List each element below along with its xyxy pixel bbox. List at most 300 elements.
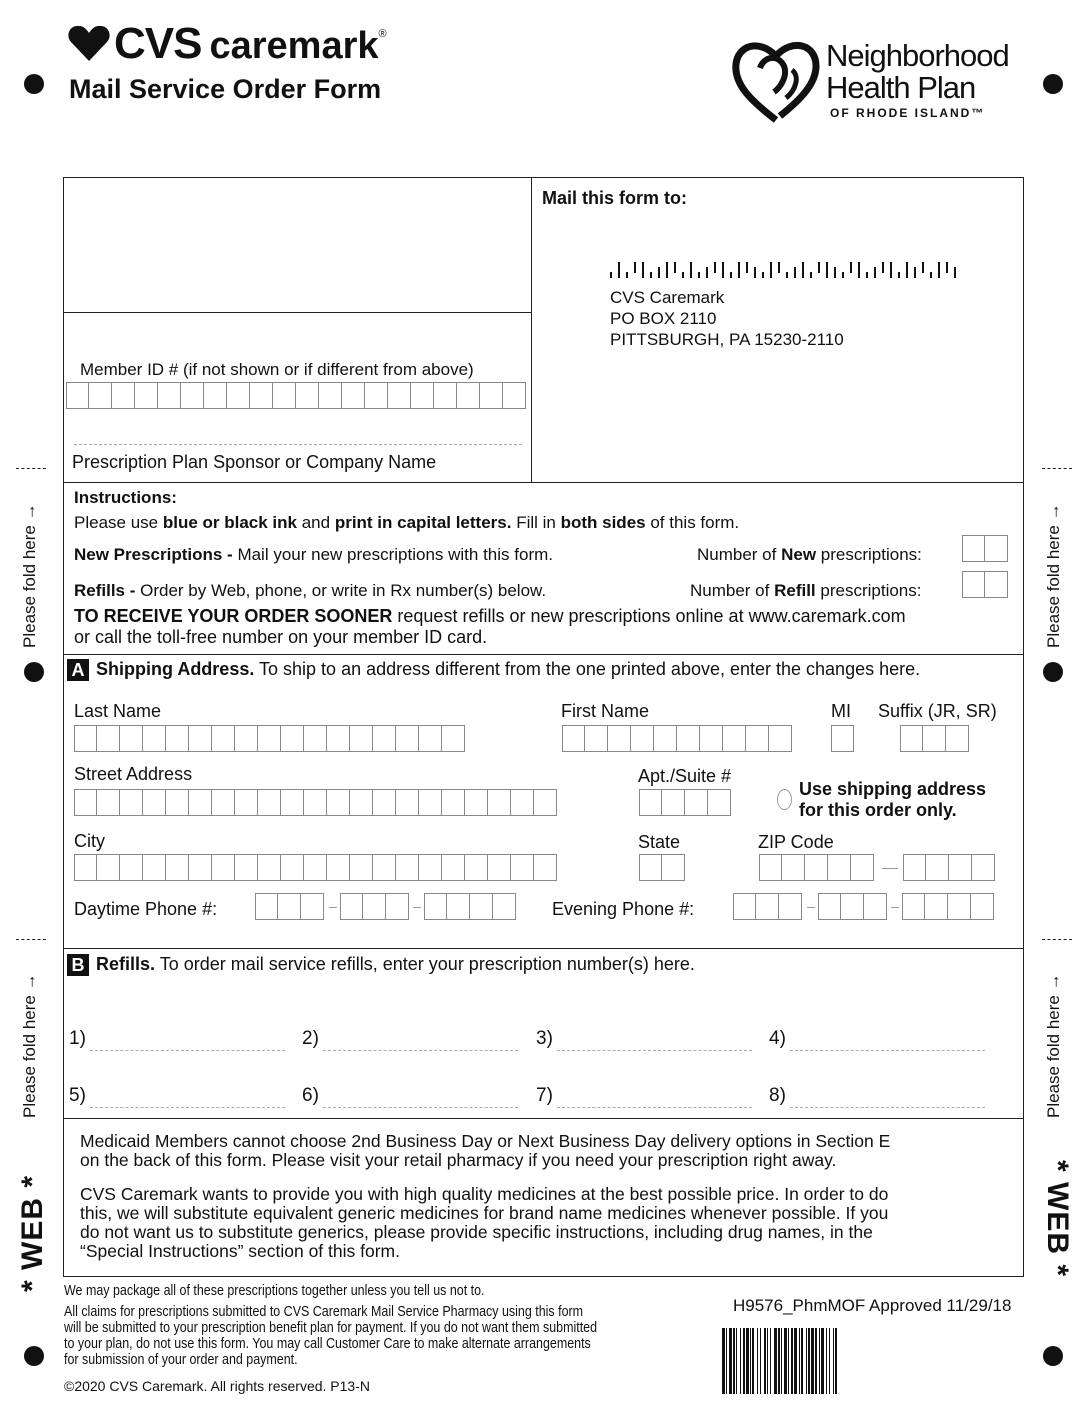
text: To ship to an address different from the one printed above, enter the changes here. [254, 659, 921, 679]
char-cell[interactable] [434, 382, 457, 409]
char-cell[interactable] [166, 725, 189, 752]
char-cell[interactable] [442, 789, 465, 816]
char-cell[interactable] [511, 854, 534, 881]
new-count-input[interactable] [962, 535, 1008, 562]
char-cell[interactable] [120, 725, 143, 752]
text: prescriptions: [816, 545, 922, 564]
char-cell[interactable] [639, 789, 662, 816]
barcode-bar [890, 262, 892, 278]
zip-label: ZIP Code [758, 832, 834, 852]
char-cell[interactable] [925, 893, 948, 920]
char-cell[interactable] [350, 725, 373, 752]
barcode-bar [738, 262, 740, 278]
char-cell[interactable] [639, 854, 662, 881]
char-cell[interactable] [457, 382, 480, 409]
divider [63, 1118, 1024, 1119]
text: TO RECEIVE YOUR ORDER SOONER [74, 606, 393, 626]
barcode-bar [722, 262, 724, 278]
char-cell[interactable] [363, 893, 386, 920]
city-input[interactable] [74, 854, 557, 881]
instructions-line1 [74, 513, 739, 533]
refill-slot-label: 6) [302, 1085, 319, 1106]
char-cell[interactable] [488, 854, 511, 881]
barcode-bar [850, 262, 852, 273]
day-phone-line[interactable] [424, 893, 516, 920]
text: New Prescriptions - [74, 545, 233, 564]
day-phone-prefix[interactable] [340, 893, 409, 920]
char-cell[interactable] [301, 893, 324, 920]
refill-slot-label: 1) [69, 1028, 86, 1049]
refill-count-input[interactable] [962, 571, 1008, 598]
eve-phone-area[interactable] [733, 893, 802, 920]
char-cell[interactable] [74, 725, 97, 752]
char-cell[interactable] [480, 382, 503, 409]
street-input[interactable] [74, 789, 557, 816]
plan-name-2: Health Plan [826, 70, 976, 105]
refill-slot-input[interactable] [790, 1050, 985, 1051]
char-cell[interactable] [985, 571, 1008, 598]
char-cell[interactable] [488, 789, 511, 816]
refill-slot-label: 7) [536, 1085, 553, 1106]
char-cell[interactable] [746, 725, 769, 752]
char-cell[interactable] [419, 725, 442, 752]
registration-mark [1043, 74, 1063, 94]
generic-notice-1: CVS Caremark wants to provide you with high quality medicines at the best possible price. In order to do [80, 1184, 889, 1204]
text: Please fold here [1044, 525, 1063, 648]
char-cell[interactable] [465, 854, 488, 881]
char-cell[interactable] [971, 893, 994, 920]
char-cell[interactable] [340, 893, 363, 920]
char-cell[interactable] [926, 854, 949, 881]
eve-phone-prefix[interactable] [818, 893, 887, 920]
refill-count-label [690, 581, 921, 601]
barcode-bar [882, 262, 884, 273]
char-cell[interactable] [365, 382, 388, 409]
barcode-bar [914, 267, 916, 278]
text: Refill [774, 581, 816, 600]
section-b-marker: B [67, 954, 89, 976]
char-cell[interactable] [396, 725, 419, 752]
char-cell[interactable] [143, 725, 166, 752]
refill-slot-label: 5) [69, 1085, 86, 1106]
text: both sides [560, 513, 646, 532]
text: of this form. [645, 513, 740, 532]
barcode-bar [874, 267, 876, 278]
zip-plus4-input[interactable] [903, 854, 995, 881]
char-cell[interactable] [189, 725, 212, 752]
char-cell[interactable] [962, 535, 985, 562]
suffix-label: Suffix (JR, SR) [878, 701, 997, 721]
char-cell[interactable] [396, 789, 419, 816]
barcode-bar [746, 262, 748, 273]
mi-input[interactable] [831, 725, 854, 752]
day-phone-label: Daytime Phone #: [74, 899, 218, 919]
char-cell[interactable] [818, 893, 841, 920]
phone-dash [807, 907, 815, 908]
text: Fill in [511, 513, 561, 532]
char-cell[interactable] [273, 382, 296, 409]
refill-slot-input[interactable] [790, 1107, 985, 1108]
eve-phone-label: Evening Phone #: [552, 899, 695, 919]
new-prescriptions-text [74, 545, 553, 565]
fold-line [16, 939, 46, 940]
barcode-bar [922, 262, 924, 273]
char-cell[interactable] [250, 382, 273, 409]
section-a-heading [96, 659, 920, 680]
char-cell[interactable] [756, 893, 779, 920]
refill-slot-input[interactable] [90, 1050, 285, 1051]
heart-icon [68, 24, 110, 62]
barcode-bar [930, 272, 932, 278]
text: print in capital letters. [334, 513, 512, 532]
fold-line [1042, 468, 1072, 469]
char-cell[interactable] [278, 893, 301, 920]
char-cell[interactable] [204, 382, 227, 409]
barcode-bar [762, 272, 764, 278]
char-cell[interactable] [424, 893, 447, 920]
char-cell[interactable] [585, 725, 608, 752]
street-label: Street Address [74, 764, 193, 784]
brand-name: CVS [114, 19, 202, 68]
approval-code: H9576_PhmMOF Approved 11/29/18 [733, 1296, 1012, 1315]
char-cell[interactable] [112, 382, 135, 409]
use-shipping-label-1: Use shipping address [799, 779, 987, 799]
char-cell[interactable] [903, 854, 926, 881]
plan-logo [730, 36, 1030, 126]
char-cell[interactable] [135, 382, 158, 409]
barcode-bar [730, 272, 732, 278]
text: Please fold here [1044, 995, 1063, 1118]
char-cell[interactable] [419, 789, 442, 816]
last-name-label: Last Name [74, 701, 162, 721]
char-cell[interactable] [281, 789, 304, 816]
char-cell[interactable] [281, 854, 304, 881]
text: Please use [74, 513, 163, 532]
member-id-label: Member ID # (if not shown or if different from above) [80, 360, 474, 379]
char-cell[interactable] [258, 789, 281, 816]
text: Please fold here [20, 525, 39, 648]
fold-label-right: Please fold here → [1044, 973, 1063, 1118]
char-cell[interactable] [212, 725, 235, 752]
char-cell[interactable] [708, 789, 731, 816]
char-cell[interactable] [831, 725, 854, 752]
barcode-bar [906, 262, 908, 278]
char-cell[interactable] [181, 382, 204, 409]
barcode-bar [954, 267, 956, 278]
barcode-bar [837, 1328, 840, 1394]
char-cell[interactable] [342, 382, 365, 409]
zip-input[interactable] [759, 854, 874, 881]
barcode-bar [666, 262, 668, 278]
char-cell[interactable] [327, 725, 350, 752]
char-cell[interactable] [948, 893, 971, 920]
char-cell[interactable] [373, 725, 396, 752]
char-cell[interactable] [782, 854, 805, 881]
char-cell[interactable] [166, 789, 189, 816]
barcode-bar [810, 272, 812, 278]
barcode-bar [946, 262, 948, 273]
barcode-bar [938, 262, 940, 278]
day-phone-area[interactable] [255, 893, 324, 920]
barcode-bar [658, 267, 660, 278]
char-cell[interactable] [700, 725, 723, 752]
divider [63, 312, 532, 313]
char-cell[interactable] [470, 893, 493, 920]
char-cell[interactable] [442, 725, 465, 752]
state-input[interactable] [639, 854, 685, 881]
char-cell[interactable] [227, 382, 250, 409]
text: Number of [690, 581, 775, 600]
char-cell[interactable] [212, 789, 235, 816]
barcode-bar [842, 272, 844, 278]
char-cell[interactable] [97, 725, 120, 752]
apt-input[interactable] [639, 789, 731, 816]
postal-barcode [610, 262, 962, 278]
char-cell[interactable] [562, 725, 585, 752]
barcode-bar [698, 272, 700, 278]
first-name-input[interactable] [562, 725, 792, 752]
char-cell[interactable] [166, 854, 189, 881]
char-cell[interactable] [319, 382, 342, 409]
char-cell[interactable] [442, 854, 465, 881]
barcode-bar [674, 262, 676, 273]
char-cell[interactable] [805, 854, 828, 881]
char-cell[interactable] [685, 789, 708, 816]
text: prescriptions: [815, 581, 922, 600]
refill-slot-input[interactable] [557, 1050, 752, 1051]
char-cell[interactable] [864, 893, 887, 920]
fold-label-right: Please fold here → [1044, 503, 1063, 648]
section-a-marker: A [67, 659, 89, 681]
char-cell[interactable] [66, 382, 89, 409]
char-cell[interactable] [654, 725, 677, 752]
refill-slot-input[interactable] [323, 1050, 518, 1051]
generic-notice-4: “Special Instructions” section of this form. [80, 1241, 400, 1261]
plan-name-1: Neighborhood [826, 38, 1009, 73]
text: and [297, 513, 335, 532]
char-cell[interactable] [97, 789, 120, 816]
refill-slot-input[interactable] [90, 1107, 285, 1108]
char-cell[interactable] [779, 893, 802, 920]
last-name-input[interactable] [74, 725, 465, 752]
registration-mark [24, 662, 44, 682]
phone-dash [891, 907, 899, 908]
char-cell[interactable] [841, 893, 864, 920]
char-cell[interactable] [900, 725, 923, 752]
char-cell[interactable] [386, 893, 409, 920]
char-cell[interactable] [769, 725, 792, 752]
char-cell[interactable] [511, 789, 534, 816]
apt-label: Apt./Suite # [638, 766, 732, 786]
web-label-left: * WEB * [16, 1174, 49, 1292]
phone-dash [413, 907, 421, 908]
text: Shipping Address. [96, 659, 255, 679]
char-cell[interactable] [662, 789, 685, 816]
form-title: Mail Service Order Form [69, 74, 382, 104]
char-cell[interactable] [677, 725, 700, 752]
char-cell[interactable] [493, 893, 516, 920]
text: New [781, 545, 817, 564]
char-cell[interactable] [74, 789, 97, 816]
generic-notice-2: this, we will substitute equivalent generic medicines for brand name medicines whenever possible. If you [80, 1203, 889, 1223]
char-cell[interactable] [120, 854, 143, 881]
sponsor-line [74, 444, 522, 445]
barcode-bar [866, 272, 868, 278]
char-cell[interactable] [411, 382, 434, 409]
char-cell[interactable] [235, 854, 258, 881]
barcode-bar [802, 262, 804, 278]
barcode-bar [778, 262, 780, 273]
char-cell[interactable] [97, 854, 120, 881]
barcode-bar [706, 267, 708, 278]
barcode-bar [650, 272, 652, 278]
member-id-input[interactable] [66, 382, 526, 409]
use-shipping-radio[interactable] [777, 789, 792, 810]
text: Please fold here [20, 995, 39, 1118]
char-cell[interactable] [189, 854, 212, 881]
barcode-bar [898, 272, 900, 278]
char-cell[interactable] [534, 854, 557, 881]
fold-label-left: Please fold here → [20, 973, 39, 1118]
zip-dash [882, 868, 898, 869]
char-cell[interactable] [258, 725, 281, 752]
fold-line [1042, 939, 1072, 940]
char-cell[interactable] [946, 725, 969, 752]
eve-phone-line[interactable] [902, 893, 994, 920]
barcode-bar [690, 262, 692, 278]
char-cell[interactable] [851, 854, 874, 881]
char-cell[interactable] [985, 535, 1008, 562]
divider [63, 948, 1024, 949]
char-cell[interactable] [235, 789, 258, 816]
char-cell[interactable] [74, 854, 97, 881]
barcode-bar [618, 262, 620, 278]
barcode-bar [770, 262, 772, 278]
registration-mark [24, 74, 44, 94]
char-cell[interactable] [327, 789, 350, 816]
city-label: City [74, 831, 105, 851]
char-cell[interactable] [143, 854, 166, 881]
phone-dash [329, 907, 337, 908]
char-cell[interactable] [388, 382, 411, 409]
refill-slot-label: 4) [769, 1028, 786, 1049]
char-cell[interactable] [419, 854, 442, 881]
refill-slot-label: 8) [769, 1085, 786, 1106]
char-cell[interactable] [447, 893, 470, 920]
char-cell[interactable] [373, 789, 396, 816]
char-cell[interactable] [281, 725, 304, 752]
char-cell[interactable] [120, 789, 143, 816]
registration-mark [24, 1346, 44, 1366]
refill-slot-input[interactable] [557, 1107, 752, 1108]
char-cell[interactable] [631, 725, 654, 752]
char-cell[interactable] [304, 725, 327, 752]
barcode-bar [858, 262, 860, 278]
char-cell[interactable] [608, 725, 631, 752]
fold-label-left: Please fold here → [20, 503, 39, 648]
char-cell[interactable] [759, 854, 782, 881]
package-note: We may package all of these prescriptions together unless you tell us not to. [64, 1283, 485, 1299]
claims-note-1: All claims for prescriptions submitted to CVS Caremark Mail Service Pharmacy using this form [64, 1304, 584, 1320]
char-cell[interactable] [235, 725, 258, 752]
char-cell[interactable] [465, 789, 488, 816]
char-cell[interactable] [327, 854, 350, 881]
char-cell[interactable] [503, 382, 526, 409]
barcode-bar [634, 262, 636, 273]
refill-slot-input[interactable] [323, 1107, 518, 1108]
section-b-heading [96, 954, 695, 975]
copyright: ©2020 CVS Caremark. All rights reserved. P13-N [64, 1378, 370, 1394]
char-cell[interactable] [143, 789, 166, 816]
char-cell[interactable] [350, 854, 373, 881]
char-cell[interactable] [962, 571, 985, 598]
barcode-bar [794, 267, 796, 278]
claims-note-3: to your plan, do not use this form. You may call Customer Care to make alternate arrangements [64, 1336, 591, 1352]
state-label: State [638, 832, 681, 852]
char-cell[interactable] [89, 382, 112, 409]
char-cell[interactable] [972, 854, 995, 881]
char-cell[interactable] [733, 893, 756, 920]
char-cell[interactable] [534, 789, 557, 816]
fold-line [16, 468, 46, 469]
barcode-bar [682, 272, 684, 278]
text: Refills - [74, 581, 136, 600]
first-name-label: First Name [561, 701, 650, 721]
char-cell[interactable] [723, 725, 746, 752]
text: request refills or new prescriptions online at www.caremark.com [392, 606, 906, 626]
sooner-text [74, 606, 906, 627]
char-cell[interactable] [373, 854, 396, 881]
barcode-bar [754, 267, 756, 278]
char-cell[interactable] [304, 789, 327, 816]
form-barcode [722, 1328, 840, 1394]
char-cell[interactable] [212, 854, 235, 881]
medicaid-notice-2: on the back of this form. Please visit your retail pharmacy if you need your prescription right away. [80, 1150, 837, 1170]
char-cell[interactable] [396, 854, 419, 881]
char-cell[interactable] [350, 789, 373, 816]
suffix-input[interactable] [900, 725, 969, 752]
mail-to-address1: PO BOX 2110 [610, 309, 717, 328]
char-cell[interactable] [923, 725, 946, 752]
text: To order mail service refills, enter your prescription number(s) here. [155, 954, 695, 974]
new-count-label [697, 545, 922, 565]
char-cell[interactable] [189, 789, 212, 816]
char-cell[interactable] [296, 382, 319, 409]
generic-notice-3: do not want us to substitute generics, please provide specific instructions, including drug names, in the [80, 1222, 873, 1242]
barcode-bar [834, 267, 836, 278]
plan-name-3: OF RHODE ISLAND™ [830, 106, 986, 120]
char-cell[interactable] [828, 854, 851, 881]
registered-mark: ® [378, 28, 387, 40]
char-cell[interactable] [949, 854, 972, 881]
barcode-bar [826, 262, 828, 278]
char-cell[interactable] [258, 854, 281, 881]
divider [63, 654, 1024, 655]
registration-mark [1043, 662, 1063, 682]
char-cell[interactable] [304, 854, 327, 881]
instructions-heading: Instructions: [74, 488, 177, 507]
text: Mail your new prescriptions with this form. [232, 545, 553, 564]
divider [531, 177, 532, 482]
char-cell[interactable] [902, 893, 925, 920]
char-cell[interactable] [158, 382, 181, 409]
char-cell[interactable] [255, 893, 278, 920]
refills-text [74, 581, 546, 601]
char-cell[interactable] [662, 854, 685, 881]
claims-note-4: for submission of your order and payment. [64, 1352, 298, 1368]
refill-slot-label: 2) [302, 1028, 319, 1049]
mi-label: MI [831, 701, 851, 721]
